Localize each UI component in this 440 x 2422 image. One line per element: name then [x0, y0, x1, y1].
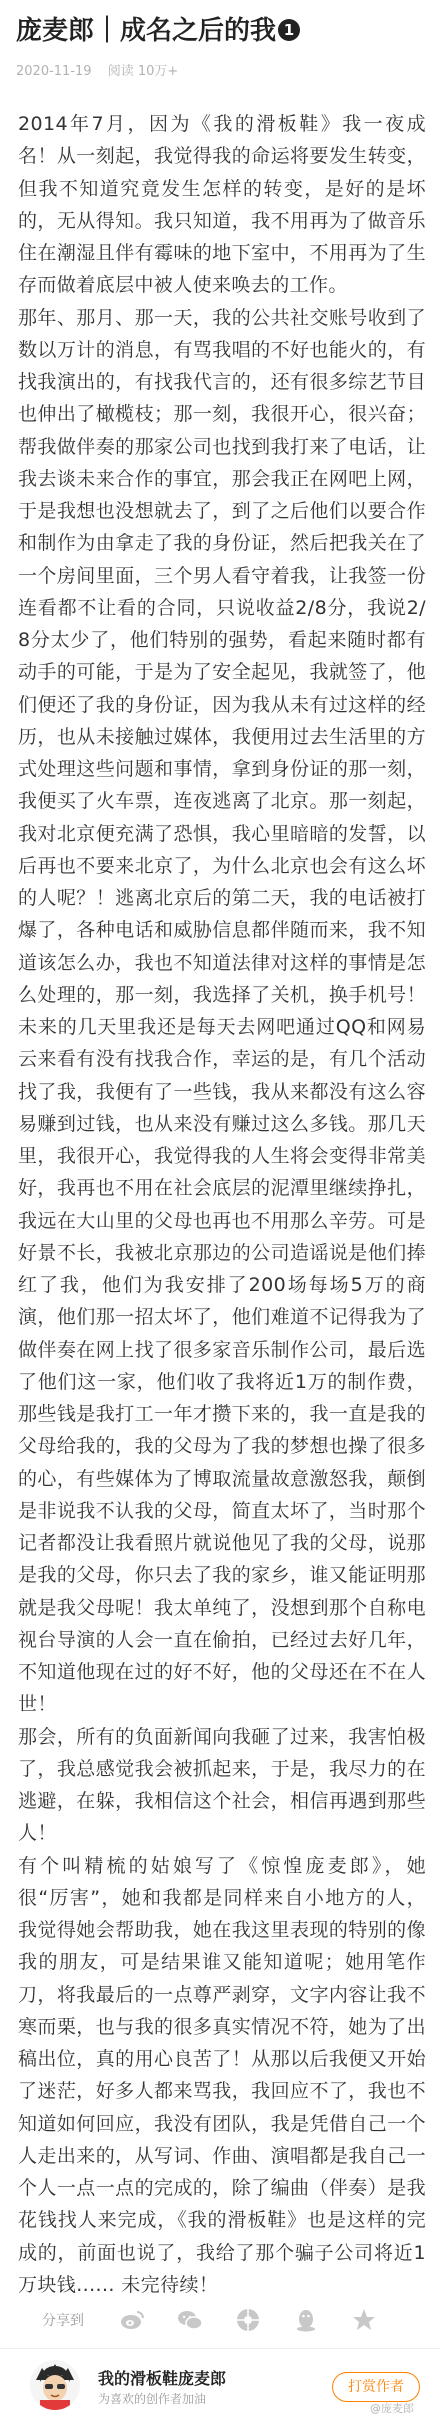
article-meta — [16, 60, 190, 79]
author-subtitle: 为喜欢的创作者加油 — [98, 2392, 207, 2406]
weibo-share-icon[interactable] — [118, 2306, 146, 2334]
reward-button[interactable]: 打赏作者 — [332, 2372, 420, 2402]
watermark: @庞麦郎 — [370, 2402, 414, 2415]
moments-share-icon[interactable] — [234, 2306, 262, 2334]
qq-share-icon[interactable] — [292, 2306, 320, 2334]
paragraph: 有个叫精梳的姑娘写了《惊惶庞麦郎》，她很“厉害”，她和我都是同样来自小地方的人，我觉得她会帮助我，她在我这里表现的特别的像我的朋友，可是结果谁又能知道呢；她用笔作刀，将我最后的一点尊严剥穿，文字内容让我不寒而栗，也与我的很多真实情况不符，她为了出稿出位，真的用心良苦了！从那以后我便又开始了迷茫，好多人都来骂我，我回应不了，我也不知道如何回应，我没有团队，我是凭借自己一个人走出来的，从写词、作曲、演唱都是我自己一个人一点一点的完成的，除了编曲（伴奏）是我花钱找人来完成，《我的滑板鞋》也是这样的完成的，前面也说了，我给了那个骗子公司将近1万块钱...... 未完待续！ — [18, 1854, 426, 2296]
article-title-text: 庞麦郎｜成名之后的我 — [16, 16, 277, 46]
paragraph: 那年、那月、那一天，我的公共社交账号收到了数以万计的消息，有骂我唱的不好也能火的，有找我演出的，有找我代言的，还有很多综艺节目也伸出了橄榄枝；那一刻，我很开心，很兴奋；帮我做伴奏的那家公司也找到我打来了电话，让我去谈未来合作的事宜，那会我正在网吧上网，于是我想也没想就去了，到了之后他们以要合作和制作为由拿走了我的身份证，然后把我关在了一个房间里面，三个男人看守着我，让我签一份连看都不让看的合同，只说收益2/8分，我说2/8分太少了，他们特别的强势，看起来随时都有动手的可能，于是为了安全起见，我就签了，他们便还了我的身份证，因为我从未有过这样的经历，也从未接触过媒体，我便用过去生活里的方式处理这些问题和事情，拿到身份证的那一刻，我便买了火车票，连夜逃离了北京。那一刻起，我对北京便充满了恐惧，我心里暗暗的发誓，以后再也不要来北京了，为什么北京也会有这么坏的人呢？！逃离北京后的第二天，我的电话被打爆了，各种电话和威胁信息都伴随而来，我不知道该怎么办，我也不知道法律对这样的事情是怎么处理的，那一刻，我选择了关机，换手机号！未来的几天里我还是每天去网吧通过QQ和网易云来看有没有找我合作，幸运的是，有几个活动找了我，我便有了一些钱，我从来都没有这么容易赚到过钱，也从来没有赚过这么多钱。那几天里，我很开心，我觉得我的人生将会变得非常美好，我再也不用在社会底层的泥潭里继续挣扎，我远在大山里的父母也再也不用那么辛劳。可是好景不长，我被北京那边的公司造谣说是他们捧红了我，他们为我安排了200场每场5万的商演，他们那一招太坏了，他们难道不记得我为了做伴奏在网上找了很多家音乐制作公司，最后选了他们这一家，他们收了我将近1万的制作费，那些钱是我打工一年才攒下来的，我一直是我的父母给我的，我的父母为了我的梦想也操了很多的心，有些媒体为了博取流量故意激怒我，颠倒是非说我不认我的父母，简直太坏了，当时那个记者都没让我看照片就说他见了我的父母，说那是我的父母，你只去了我的家乡，谁又能证明那就是我父母呢！我太单纯了，没想到那个自称电视台导演的人会一直在偷拍，已经过去好几年，不知道他现在过的好不好，他的父母还在不在人世！ — [18, 306, 426, 1716]
read-count: 阅读 10万+ — [107, 64, 179, 79]
share-bar — [0, 2300, 440, 2340]
article-body — [18, 108, 426, 2301]
publish-date: 2020-11-19 — [16, 64, 92, 79]
wechat-share-icon[interactable] — [176, 2306, 204, 2334]
title-badge: 1 — [278, 19, 300, 41]
qzone-share-icon[interactable] — [350, 2306, 378, 2334]
author-avatar[interactable] — [30, 2360, 80, 2410]
paragraph: 那会，所有的负面新闻向我砸了过来，我害怕极了，我总感觉我会被抓起来，于是，我尽力的在逃避，在躲，我相信这个社会，相信再遇到那些人！ — [18, 1725, 426, 1845]
share-label: 分享到 — [42, 2313, 84, 2329]
author-name[interactable]: 我的滑板鞋庞麦郎 — [98, 2369, 227, 2388]
divider — [0, 2348, 440, 2349]
paragraph: 2014年7月，因为《我的滑板鞋》我一夜成名！从一刻起，我觉得我的命运将要发生转变，但我不知道究竟发生怎样的转变，是好的是坏的，无从得知。我只知道，我不用再为了做音乐住在潮湿且伴有霉味的地下室中，不用再为了生存而做着底层中被人使来唤去的工作。 — [18, 113, 426, 297]
article-title — [16, 14, 424, 48]
